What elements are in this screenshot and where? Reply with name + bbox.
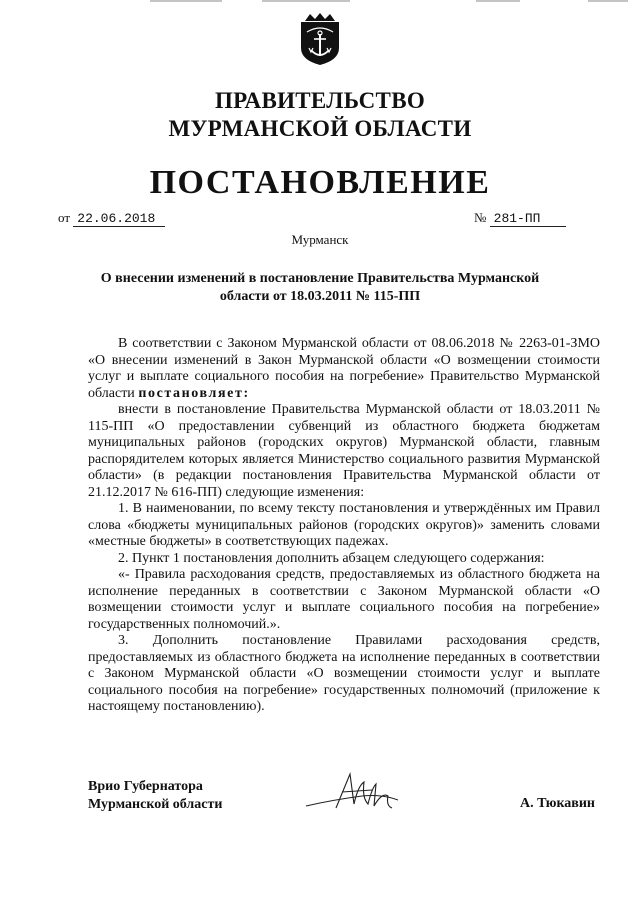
signatory-title xyxy=(88,778,222,814)
preamble-text: В соответствии с Законом Мурманской области от 08.06.2018 № 2263-01-ЗМО «О внесении изменений в Закон Мурманской области «О возмещении стоимости услуг и выплате социального пособия на погребение» Правительство Мурманской области xyxy=(88,336,600,401)
number-field xyxy=(474,210,566,227)
number-prefix: № xyxy=(474,210,487,225)
resolution-keyword: постановляет: xyxy=(138,385,250,401)
paragraph-item-3: 3. Дополнить постановление Правилами расходования средств, предоставляемых из областного бюджета на исполнение переданных в соответствии с Законом Мурманской области «О возмещении стоимости услуг и выплате социального пособия на погребение» государственных полномочий (приложение к настоящему постановлению). xyxy=(88,633,600,714)
document-body xyxy=(88,336,600,716)
paragraph-item-1: 1. В наименовании, по всему тексту постановления и утверждённых им Правил слова «бюджеты муниципальных районов (городских округов)» заменить словами «местные бюджеты» в соответствующих падежах. xyxy=(88,501,600,549)
date-field xyxy=(58,210,165,227)
subject-line1: О внесении изменений в постановление Правительства Мурманской xyxy=(100,271,540,286)
document-subject xyxy=(80,270,560,306)
city-name: Мурманск xyxy=(291,232,349,247)
handwritten-signature-icon xyxy=(302,766,422,816)
date-prefix: от xyxy=(58,210,71,225)
organization-name-line1: ПРАВИТЕЛЬСТВО xyxy=(214,88,426,113)
paragraph-item-2: 2. Пункт 1 постановления дополнить абзацем следующего содержания: xyxy=(118,550,545,566)
paragraph-item-2-quote: «- Правила расходования средств, предоставляемых из областного бюджета на исполнение переданных в соответствии с Законом Мурманской области «О возмещении стоимости услуг и выплате социального пособия на погребение» государственных полномочий.». xyxy=(88,567,600,632)
number-value: 281-ПП xyxy=(490,211,567,227)
scan-edge-lines xyxy=(0,0,640,6)
signatory-name: А. Тюкавин xyxy=(520,796,595,811)
organization-name-line2: МУРМАНСКОЙ ОБЛАСТИ xyxy=(168,116,472,141)
date-value: 22.06.2018 xyxy=(73,211,165,227)
signatory-title-line1: Врио Губернатора xyxy=(88,779,203,794)
murmansk-coat-of-arms-icon xyxy=(299,12,341,66)
subject-line2: области от 18.03.2011 № 115-ПП xyxy=(219,289,421,304)
document-type-title: ПОСТАНОВЛЕНИЕ xyxy=(149,164,491,201)
paragraph-preamble xyxy=(88,336,600,402)
signatory-title-line2: Мурманской области xyxy=(88,797,223,812)
paragraph-main: внести в постановление Правительства Мурманской области от 18.03.2011 № 115-ПП «О предоставлении субвенций из областного бюджета бюджетам муниципальных районов (городских округов) Мурманской области, главным распорядителем которых является Министерство социального развития Мурманской области» (в редакции постановления Правительства Мурманской области от 21.12.2017 № 616-ПП) следующие изменения: xyxy=(88,402,600,500)
